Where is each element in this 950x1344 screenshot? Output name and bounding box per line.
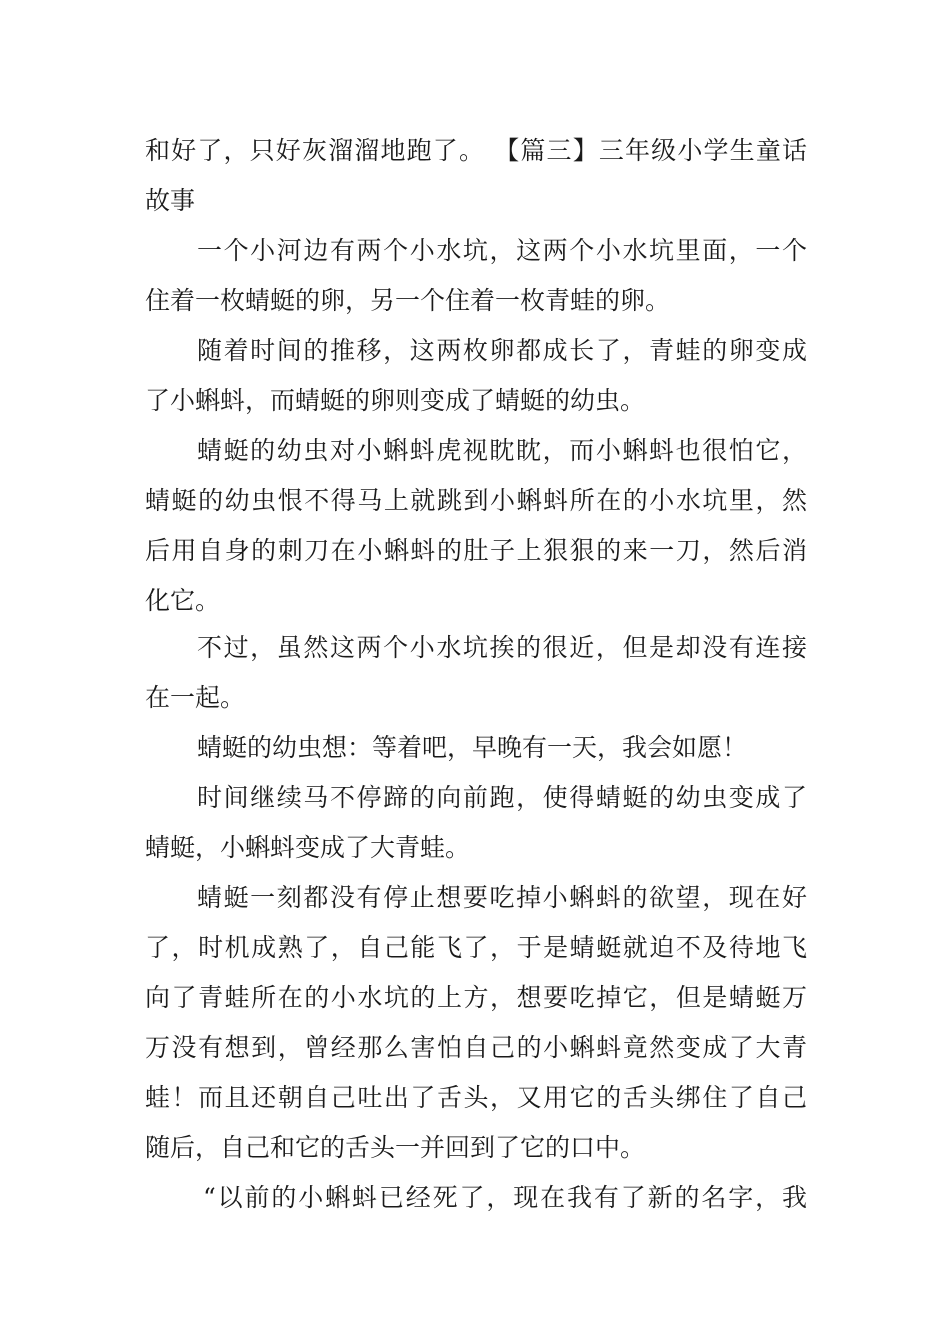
- text-line-18: 向了青蛙所在的小水坑的上方，想要吃掉它，但是蜻蜓万: [145, 983, 807, 1012]
- text-line-3: 一个小河边有两个小水坑，这两个小水坑里面，一个: [197, 236, 807, 265]
- text-line-20: 蛙！而且还朝自己吐出了舌头，又用它的舌头绑住了自己: [145, 1083, 807, 1112]
- text-line-6: 了小蝌蚪，而蜻蜓的卵则变成了蜻蜓的幼虫。: [145, 386, 646, 415]
- text-line-13: 蜻蜓的幼虫想：等着吧，早晚有一天，我会如愿！: [197, 733, 748, 762]
- text-line-1: 和好了，只好灰溜溜地跑了。 【篇三】三年级小学生童话: [145, 136, 807, 165]
- text-line-9: 后用自身的刺刀在小蝌蚪的肚子上狠狠的来一刀，然后消: [145, 536, 807, 565]
- text-line-10: 化它。: [145, 586, 221, 615]
- text-line-11: 不过，虽然这两个小水坑挨的很近，但是却没有连接: [197, 633, 807, 662]
- text-line-15: 蜻蜓，小蝌蚪变成了大青蛙。: [145, 833, 471, 862]
- text-line-21: 随后，自己和它的舌头一并回到了它的口中。: [145, 1133, 646, 1162]
- text-line-2: 故事: [145, 186, 196, 215]
- text-line-22: “以前的小蝌蚪已经死了，现在我有了新的名字，我: [203, 1183, 807, 1212]
- text-line-7: 蜻蜓的幼虫对小蝌蚪虎视眈眈，而小蝌蚪也很怕它，: [197, 436, 807, 465]
- text-line-17: 了，时机成熟了，自己能飞了，于是蜻蜓就迫不及待地飞: [145, 933, 807, 962]
- text-line-4: 住着一枚蜻蜓的卵，另一个住着一枚青蛙的卵。: [145, 286, 671, 315]
- text-line-8: 蜻蜓的幼虫恨不得马上就跳到小蝌蚪所在的小水坑里，然: [145, 486, 807, 515]
- text-line-12: 在一起。: [145, 683, 246, 712]
- text-line-16: 蜻蜓一刻都没有停止想要吃掉小蝌蚪的欲望，现在好: [197, 883, 807, 912]
- text-line-19: 万没有想到，曾经那么害怕自己的小蝌蚪竟然变成了大青: [145, 1033, 807, 1062]
- text-line-5: 随着时间的推移，这两枚卵都成长了，青蛙的卵变成: [197, 336, 807, 365]
- text-line-14: 时间继续马不停蹄的向前跑，使得蜻蜓的幼虫变成了: [197, 783, 807, 812]
